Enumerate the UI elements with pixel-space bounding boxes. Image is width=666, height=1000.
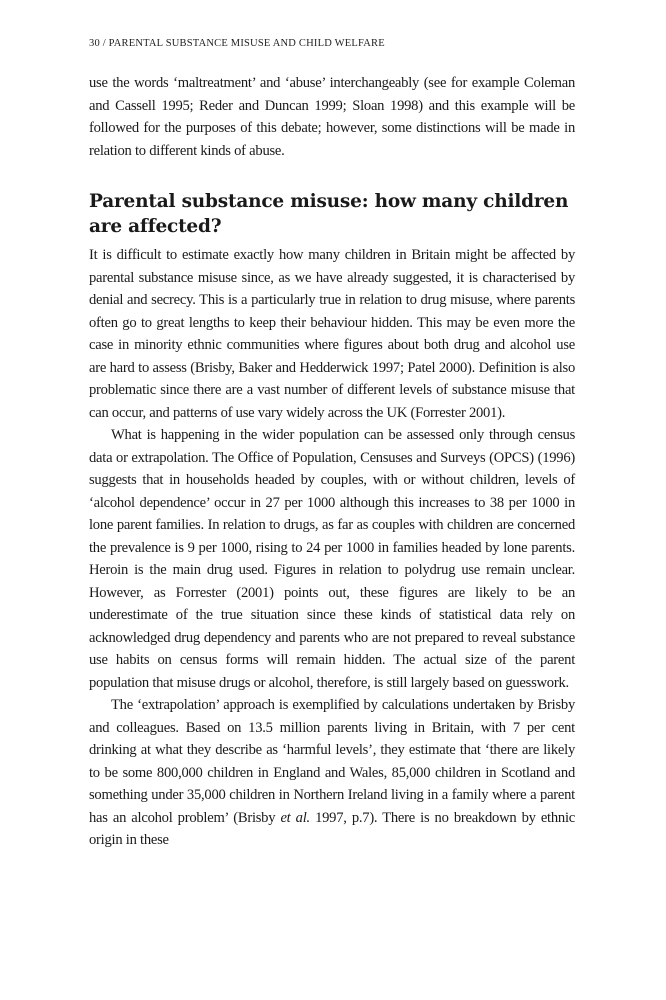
paragraph-3-text-a: The ‘extrapolation’ approach is exemplified by calculations undertaken by Brisby and colleagues. Based on 13.5 million parents living in Britain, with 7 per cent drinking at what they describe as ‘harmful levels’, they estimate that ‘there are likely to be some 800,000 children in England and Wales, 85,000 children in Scotland and something under 35,000 children in Northern Ireland living in a family where a parent has an alcohol problem’ (Brisby: [89, 697, 575, 826]
paragraph-3: [89, 694, 575, 852]
paragraph-1: It is difficult to estimate exactly how many children in Britain might be affected by parental substance misuse since, as we have already suggested, it is characterised by denial and secrecy. This is a particularly true in relation to drug misuse, where parents often go to great lengths to keep their behaviour hidden. This may be even more the case in minority ethnic communities where figures about both drug and alcohol use are hard to assess (Brisby, Baker and Hedderwick 1997; Patel 2000). Definition is also problematic since there are a vast number of different levels of substance misuse that can occur, and patterns of use vary widely across the UK (Forrester 2001).: [89, 247, 575, 421]
paragraph-2: What is happening in the wider population can be assessed only through census data or extrapolation. The Office of Population, Censuses and Surveys (OPCS) (1996) suggests that in households headed by couples, with or without children, levels of ‘alcohol dependence’ occur in 27 per 1000 although this increases to 38 per 1000 in lone parent families. In relation to drugs, as far as couples with children are concerned the prevalence is 9 per 1000, rising to 24 per 1000 in families headed by lone parents. Heroin is the main drug used. Figures in relation to polydrug use remain unclear. However, as Forrester (2001) points out, these figures are likely to be an underestimate of the true situation since these kinds of statistical data rely on acknowledged drug dependency and parents who are not prepared to reveal substance use habits on census forms will remain hidden. The actual size of the parent population that misuse drugs or alcohol, therefore, is still largely based on guesswork.: [89, 427, 575, 691]
section-heading: Parental substance misuse: how many children are affected?: [89, 191, 569, 237]
book-page: [89, 38, 575, 852]
paragraph-3-text-b: 1997, p.7). There is no breakdown by ethnic origin in these: [89, 809, 575, 848]
running-head: 30 / PARENTAL SUBSTANCE MISUSE AND CHILD WELFARE: [89, 38, 385, 49]
paragraph-3-italic: et al.: [280, 809, 310, 826]
paragraph-continued: use the words ‘maltreatment’ and ‘abuse’ interchangeably (see for example Coleman and Cassell 1995; Reder and Duncan 1999; Sloan 1998) and this example will be followed for the purposes of this debate; however, some distinctions will be made in relation to different kinds of abuse.: [89, 75, 575, 159]
